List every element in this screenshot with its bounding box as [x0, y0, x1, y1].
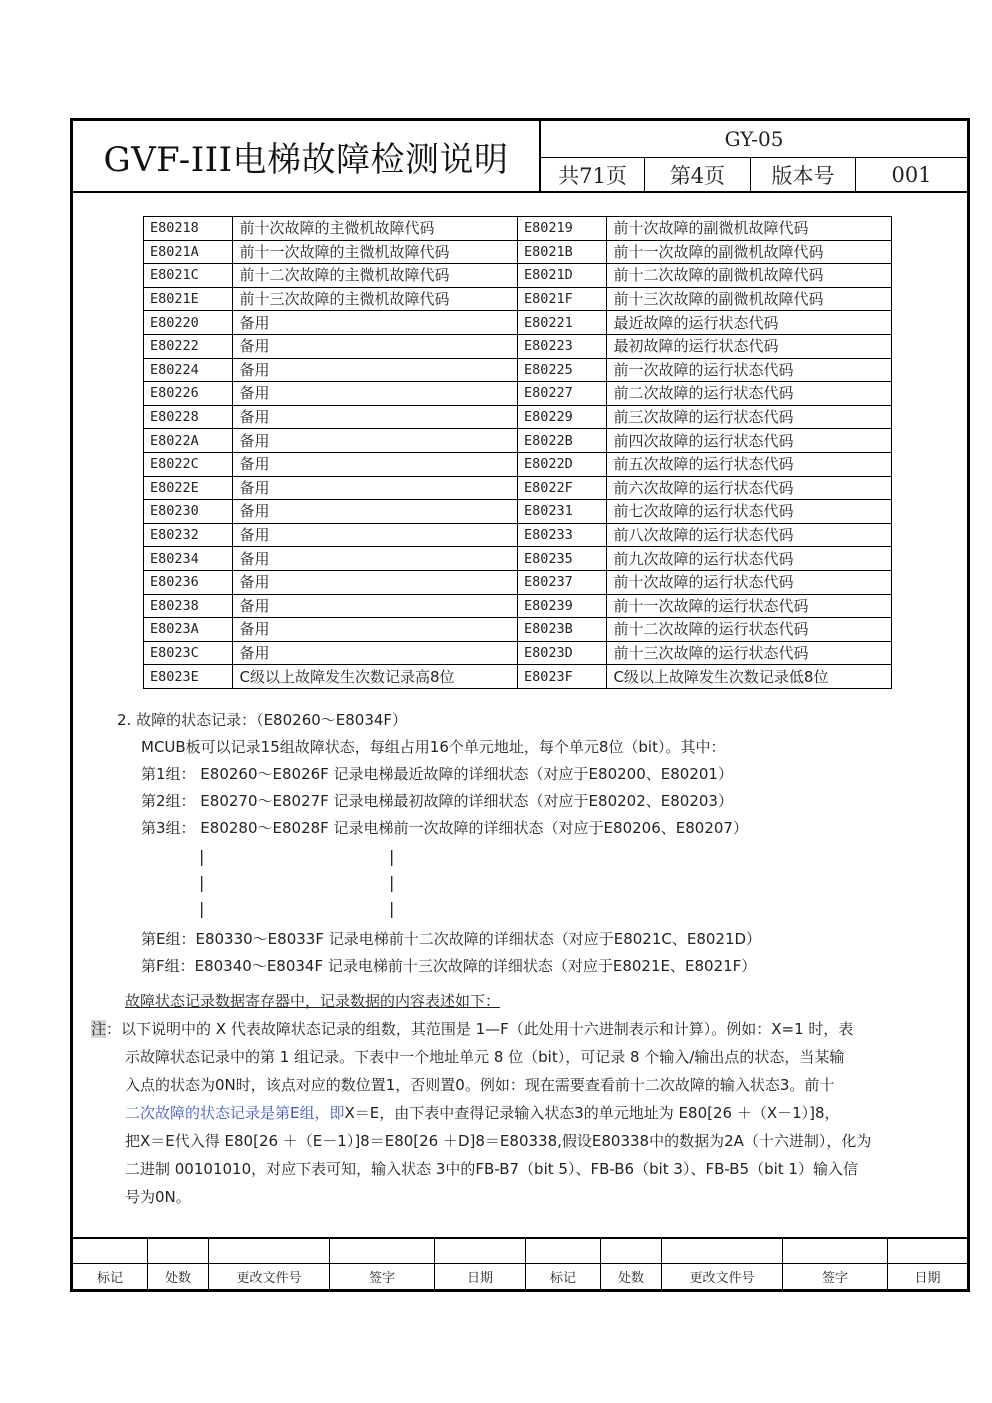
register-address-cell: E80234 [144, 547, 233, 571]
register-address-cell: E8021F [517, 287, 606, 311]
version-label: 版本号 [751, 158, 856, 191]
table-intro-underlined: 故障状态记录数据寄存器中，记录数据的内容表述如下： [125, 992, 501, 1010]
register-description-cell: 备用 [233, 334, 518, 358]
note-highlight: 二次故障的状态记录是第E组，即 [125, 1104, 345, 1122]
revision-footer [73, 1237, 967, 1289]
register-address-cell: E80223 [517, 334, 606, 358]
header-info [541, 121, 967, 191]
revision-cell [73, 1239, 148, 1264]
group-line: 第E组：E80330～E8033F 记录电梯前十二次故障的详细状态（对应于E8021C、E8021D） [141, 930, 762, 948]
register-address-cell: E8021E [144, 287, 233, 311]
note-line: 二进制 00101010，对应下表可知，输入状态 3中的FB-B7（bit 5）、FB-B6（bit 3）、FB-B5（bit 1）输入信 [125, 1160, 858, 1178]
register-description-cell: 备用 [233, 429, 518, 453]
register-description-cell: 前一次故障的运行状态代码 [607, 358, 892, 382]
note-line [125, 1102, 840, 1123]
register-address-cell: E8021D [517, 264, 606, 288]
register-address-cell: E80237 [517, 570, 606, 594]
note-line: 示故障状态记录中的第 1 组记录。下表中一个地址单元 8 位（bit），可记录 8 个输入/输出点的状态，当某输 [125, 1048, 845, 1066]
revision-cell [783, 1239, 888, 1264]
register-address-cell: E8021B [517, 240, 606, 264]
note-text: ：以下说明中的 X 代表故障状态记录的组数，其范围是 1—F（此处用十六进制表示和计算）。例如：X=1 时，表 [106, 1020, 854, 1038]
register-address-cell: E8023C [144, 641, 233, 665]
register-description-cell: 备用 [233, 594, 518, 618]
table-row [144, 382, 892, 406]
revision-cell [601, 1239, 662, 1264]
table-row [144, 334, 892, 358]
register-address-cell: E80227 [517, 382, 606, 406]
register-description-cell: 最近故障的运行状态代码 [607, 311, 892, 335]
register-description-cell: 前十一次故障的主微机故障代码 [233, 240, 518, 264]
revision-cell [662, 1239, 783, 1264]
table-row [144, 594, 892, 618]
footer-label-change-doc: 更改文件号 [662, 1264, 783, 1290]
register-address-cell: E80238 [144, 594, 233, 618]
register-address-cell: E80218 [144, 217, 233, 241]
register-address-cell: E8022A [144, 429, 233, 453]
register-address-cell: E80231 [517, 500, 606, 524]
register-description-cell: 前二次故障的运行状态代码 [607, 382, 892, 406]
register-address-cell: E8021C [144, 264, 233, 288]
table-row [144, 240, 892, 264]
register-address-cell: E80228 [144, 405, 233, 429]
page-current: 第4页 [645, 158, 751, 191]
register-address-cell: E8023E [144, 665, 233, 689]
register-address-cell: E80236 [144, 570, 233, 594]
table-row [144, 665, 892, 689]
footer-label-signature: 签字 [783, 1264, 888, 1290]
table-row [144, 500, 892, 524]
register-address-cell: E80219 [517, 217, 606, 241]
table-row [144, 217, 892, 241]
pages-total: 共71页 [541, 158, 645, 191]
table-row [144, 547, 892, 571]
register-description-cell: 备用 [233, 476, 518, 500]
register-address-cell: E80220 [144, 311, 233, 335]
register-address-cell: E80232 [144, 523, 233, 547]
version-value: 001 [891, 162, 932, 187]
revision-cell [209, 1239, 330, 1264]
table-row [144, 311, 892, 335]
register-description-cell: 前十一次故障的运行状态代码 [607, 594, 892, 618]
group-line: 第1组： E80260～E8026F 记录电梯最近故障的详细状态（对应于E80200、E80201） [141, 765, 733, 783]
register-address-cell: E80225 [517, 358, 606, 382]
continuation-mark: | [199, 899, 205, 918]
register-address-cell: E80233 [517, 523, 606, 547]
register-address-cell: E8023F [517, 665, 606, 689]
note-line: 把X＝E代入得 E80[26 ＋（E－1）]8＝E80[26 ＋D]8＝E80338,假设E80338中的数据为2A（十六进制），化为 [125, 1132, 872, 1150]
register-description-cell: 前十二次故障的运行状态代码 [607, 618, 892, 642]
register-description-cell: 前四次故障的运行状态代码 [607, 429, 892, 453]
register-description-cell: 备用 [233, 570, 518, 594]
group-line: 第3组： E80280～E8028F 记录电梯前一次故障的详细状态（对应于E80206、E80207） [141, 819, 748, 837]
table-row [144, 523, 892, 547]
revision-cell [330, 1239, 435, 1264]
continuation-mark: | [199, 873, 205, 892]
register-description-cell: 前五次故障的运行状态代码 [607, 452, 892, 476]
register-address-cell: E80222 [144, 334, 233, 358]
revision-table [73, 1239, 967, 1289]
register-description-cell: 备用 [233, 452, 518, 476]
register-description-cell: C级以上故障发生次数记录低8位 [607, 665, 892, 689]
revision-cell [148, 1239, 209, 1264]
revision-cell [435, 1239, 526, 1264]
table-row [144, 287, 892, 311]
table-row [144, 358, 892, 382]
note-line [91, 1018, 853, 1039]
table-row [144, 429, 892, 453]
group-line: 第2组： E80270～E8027F 记录电梯最初故障的详细状态（对应于E80202、E80203） [141, 792, 733, 810]
register-address-cell: E8022E [144, 476, 233, 500]
register-description-cell: 前三次故障的运行状态代码 [607, 405, 892, 429]
document-frame [70, 118, 970, 1292]
register-address-cell: E8022C [144, 452, 233, 476]
table-row [144, 641, 892, 665]
register-address-cell: E80229 [517, 405, 606, 429]
section-heading: 2. 故障的状态记录：（E80260～E8034F） [117, 711, 408, 729]
register-description-cell: 备用 [233, 500, 518, 524]
continuation-mark: | [389, 873, 395, 892]
footer-label-date: 日期 [435, 1264, 526, 1290]
continuation-mark: | [199, 847, 205, 866]
footer-label-count: 处数 [148, 1264, 209, 1290]
footer-label-change-doc: 更改文件号 [209, 1264, 330, 1290]
register-description-cell: 前十二次故障的副微机故障代码 [607, 264, 892, 288]
register-address-cell: E8023B [517, 618, 606, 642]
table-row [144, 618, 892, 642]
register-address-cell: E80226 [144, 382, 233, 406]
document-code: GY-05 [541, 121, 967, 158]
register-address-cell: E80239 [517, 594, 606, 618]
footer-label-mark: 标记 [526, 1264, 601, 1290]
register-description-cell: 最初故障的运行状态代码 [607, 334, 892, 358]
register-description-cell: 前十三次故障的主微机故障代码 [233, 287, 518, 311]
revision-cell [526, 1239, 601, 1264]
register-description-cell: 备用 [233, 618, 518, 642]
table-row [144, 264, 892, 288]
register-code-table [143, 216, 892, 689]
continuation-mark: | [389, 847, 395, 866]
table-row [144, 452, 892, 476]
register-address-cell: E8022D [517, 452, 606, 476]
register-description-cell: C级以上故障发生次数记录高8位 [233, 665, 518, 689]
note-mark: 注 [91, 1020, 107, 1038]
register-address-cell: E8022B [517, 429, 606, 453]
note-line: 号为0N。 [125, 1188, 191, 1206]
register-description-cell: 备用 [233, 641, 518, 665]
register-address-cell: E8023A [144, 618, 233, 642]
continuation-mark: | [389, 899, 395, 918]
register-description-cell: 前六次故障的运行状态代码 [607, 476, 892, 500]
register-description-cell: 备用 [233, 311, 518, 335]
register-address-cell: E80221 [517, 311, 606, 335]
register-description-cell: 前十一次故障的副微机故障代码 [607, 240, 892, 264]
header-meta-row [541, 158, 967, 191]
register-description-cell: 前十三次故障的运行状态代码 [607, 641, 892, 665]
table-row [144, 405, 892, 429]
register-description-cell: 备用 [233, 358, 518, 382]
document-title: GVF-III电梯故障检测说明 [73, 121, 541, 191]
footer-label-mark: 标记 [73, 1264, 148, 1290]
footer-label-signature: 签字 [330, 1264, 435, 1290]
register-description-cell: 备用 [233, 547, 518, 571]
document-header [73, 121, 967, 193]
register-description-cell: 备用 [233, 405, 518, 429]
revision-cell [888, 1239, 968, 1264]
table-row [144, 570, 892, 594]
register-address-cell: E8022F [517, 476, 606, 500]
register-address-cell: E80235 [517, 547, 606, 571]
footer-label-count: 处数 [601, 1264, 662, 1290]
table-row [144, 476, 892, 500]
register-description-cell: 前十次故障的副微机故障代码 [607, 217, 892, 241]
section-intro: MCUB板可以记录15组故障状态，每组占用16个单元地址，每个单元8位（bit）。其中： [141, 738, 726, 756]
register-description-cell: 前十次故障的运行状态代码 [607, 570, 892, 594]
register-description-cell: 前九次故障的运行状态代码 [607, 547, 892, 571]
footer-label-date: 日期 [914, 1271, 941, 1286]
register-address-cell: E80224 [144, 358, 233, 382]
note-text: X＝E，由下表中查得记录输入状态3的单元地址为 E80[26 ＋（X－1）]8， [344, 1104, 840, 1122]
register-description-cell: 前十三次故障的副微机故障代码 [607, 287, 892, 311]
register-description-cell: 备用 [233, 523, 518, 547]
register-address-cell: E8023D [517, 641, 606, 665]
register-description-cell: 前七次故障的运行状态代码 [607, 500, 892, 524]
register-description-cell: 前十次故障的主微机故障代码 [233, 217, 518, 241]
group-line: 第F组：E80340～E8034F 记录电梯前十三次故障的详细状态（对应于E8021E、E8021F） [141, 957, 757, 975]
register-address-cell: E8021A [144, 240, 233, 264]
note-line: 入点的状态为0N时，该点对应的数位置1，否则置0。例如：现在需要查看前十二次故障的输入状态3。前十 [125, 1076, 835, 1094]
register-description-cell: 前八次故障的运行状态代码 [607, 523, 892, 547]
register-description-cell: 前十二次故障的主微机故障代码 [233, 264, 518, 288]
register-address-cell: E80230 [144, 500, 233, 524]
register-description-cell: 备用 [233, 382, 518, 406]
